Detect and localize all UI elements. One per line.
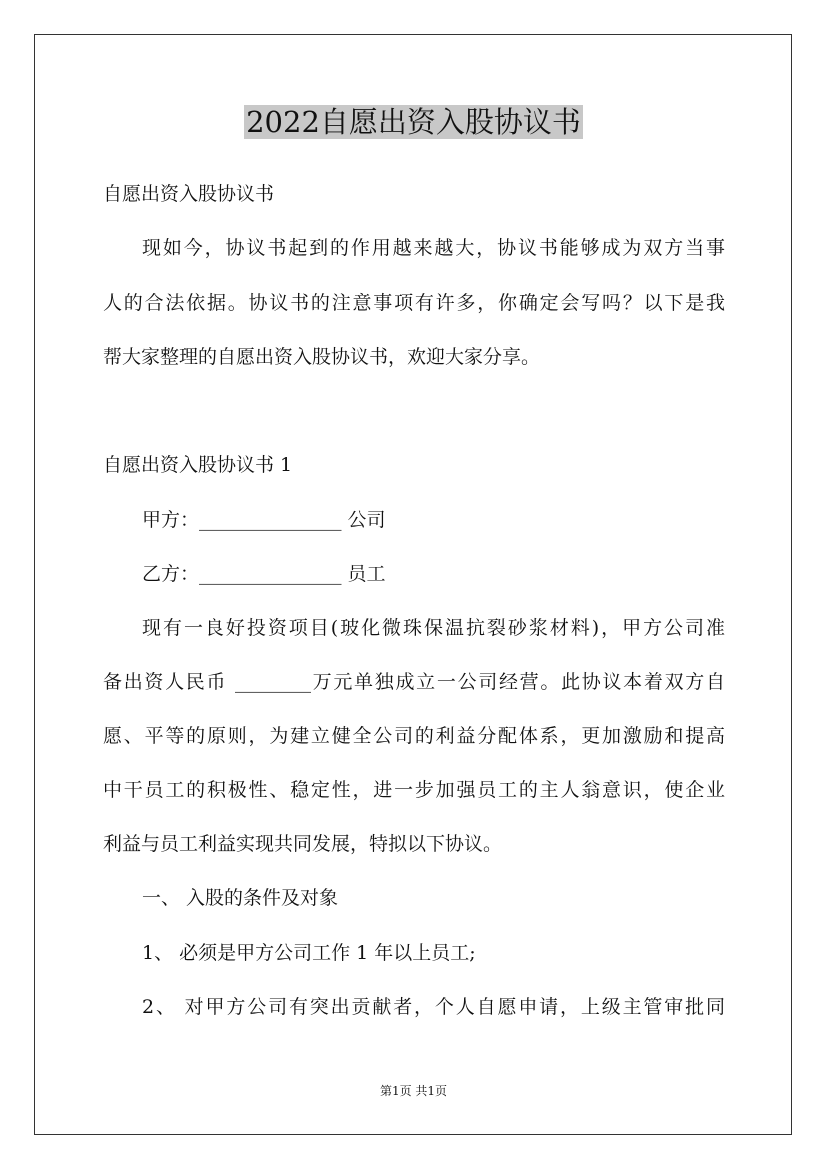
body-line-2: 备出资人民币 ________万元单独成立一公司经营。此协议本着双方自 [103, 671, 725, 693]
intro-line-2: 人的合法依据。协议书的注意事项有许多，你确定会写吗？以下是我 [103, 292, 725, 314]
section-heading: 自愿出资入股协议书 1 [103, 454, 293, 476]
document-title [0, 102, 827, 142]
body-line-4: 中干员工的积极性、稳定性，进一步加强员工的主人翁意识，使企业 [103, 779, 725, 801]
intro-line-1: 现如今，协议书起到的作用越来越大，协议书能够成为双方当事 [142, 237, 725, 259]
clause-item-2: 2、 对甲方公司有突出贡献者，个人自愿申请，上级主管审批同 [142, 996, 725, 1018]
party-b-line: 乙方：_______________ 员工 [142, 563, 386, 585]
body-line-3: 愿、平等的原则，为建立健全公司的利益分配体系，更加激励和提高 [103, 725, 725, 747]
clause-heading: 一、 入股的条件及对象 [142, 887, 339, 909]
document-subtitle: 自愿出资入股协议书 [103, 183, 275, 205]
body-line-1: 现有一良好投资项目(玻化微珠保温抗裂砂浆材料)，甲方公司准 [142, 617, 725, 639]
page-footer: 第1页 共1页 [379, 1084, 448, 1098]
party-a-line: 甲方：_______________ 公司 [142, 509, 386, 531]
document-title-text: 2022自愿出资入股协议书 [246, 105, 581, 139]
body-line-5: 利益与员工利益实现共同发展，特拟以下协议。 [103, 833, 503, 855]
clause-item-1: 1、 必须是甲方公司工作 1 年以上员工; [142, 942, 476, 964]
intro-line-3: 帮大家整理的自愿出资入股协议书，欢迎大家分享。 [103, 346, 541, 368]
